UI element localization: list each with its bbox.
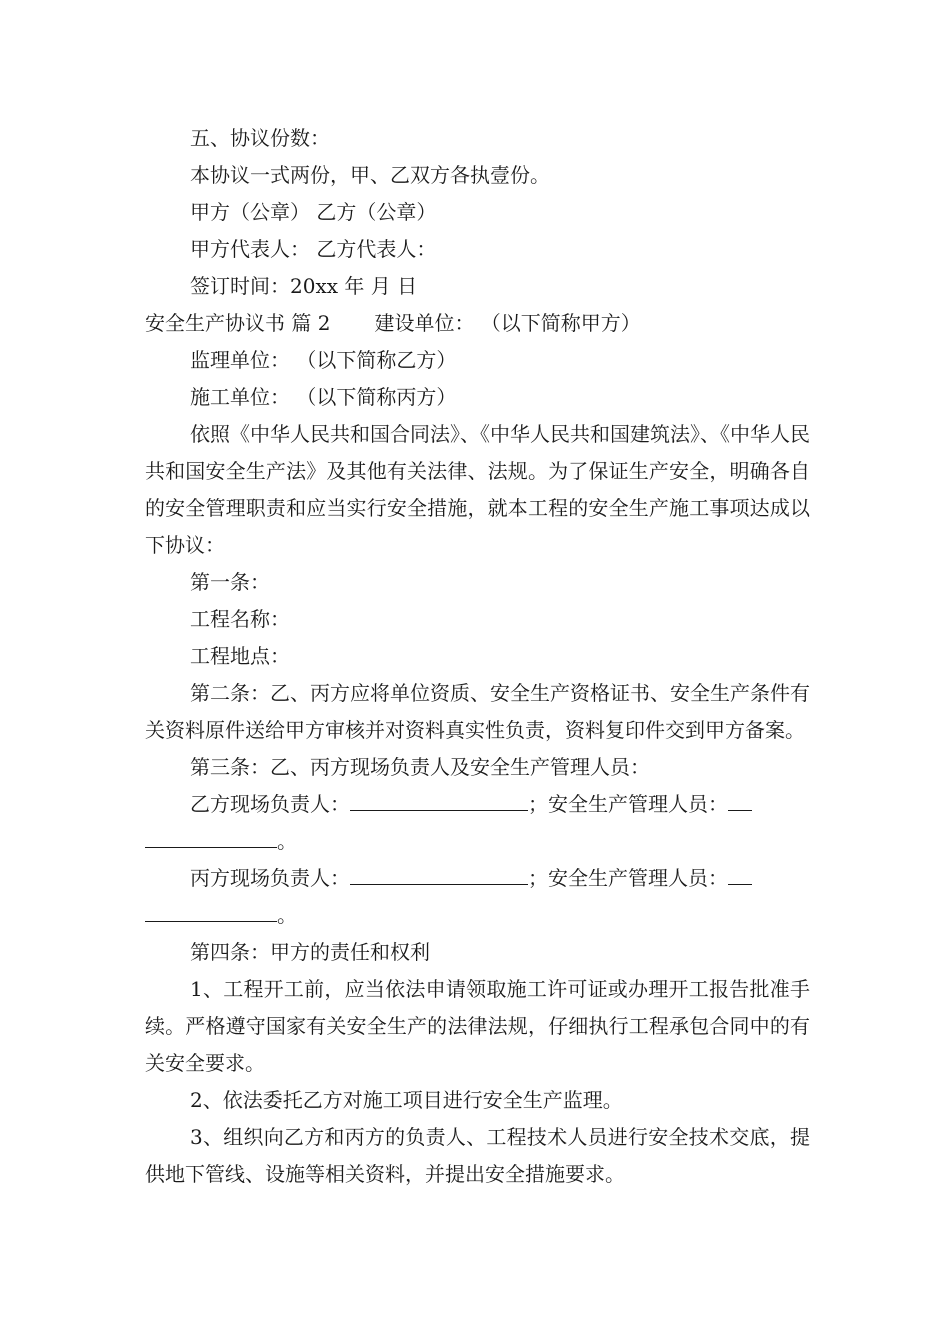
article-two-paragraph: 第二条：乙、丙方应将单位资质、安全生产资格证书、安全生产条件有关资料原件送给甲方审核并对资料真实性负责，资料复印件交到甲方备案。 <box>145 681 810 742</box>
preamble-paragraph: 依照《中华人民共和国合同法》、《中华人民共和国建筑法》、《中华人民共和国安全生产法》及其他有关法律、法规。为了保证生产安全，明确各自的安全管理职责和应当实行安全措施，就本工程的安全生产施工事项达成以下协议： <box>145 422 810 557</box>
signing-date-line: 签订时间：20xx 年 月 日 <box>190 274 418 298</box>
section-heading-copies: 五、协议份数： <box>190 126 330 150</box>
construction-unit-label: 建设单位： （以下简称甲方） <box>374 311 641 335</box>
party-c-safety-manager-label: ；安全生产管理人员： <box>528 866 728 890</box>
party-b-safety-manager-blank-start <box>728 788 752 811</box>
supervision-unit-line: 监理单位： （以下简称乙方） <box>190 348 457 372</box>
party-c-line-end: 。 <box>277 903 297 927</box>
party-b-personnel-line <box>145 786 810 860</box>
party-c-safety-manager-blank-start <box>728 862 752 885</box>
article-four-item-1: 1、工程开工前，应当依法申请领取施工许可证或办理开工报告批准手续。严格遵守国家有关安全生产的法律法规，仔细执行工程承包合同中的有关安全要求。 <box>145 977 810 1075</box>
paragraph-copies: 本协议一式两份，甲、乙双方各执壹份。 <box>190 163 550 187</box>
party-b-safety-manager-blank-end <box>145 825 277 848</box>
party-c-site-manager-blank <box>350 862 528 885</box>
party-b-site-manager-blank <box>350 788 528 811</box>
seal-line: 甲方（公章） 乙方（公章） <box>190 200 437 224</box>
project-name-line: 工程名称： <box>190 607 290 631</box>
agreement-title-line <box>145 305 810 342</box>
project-location-line: 工程地点： <box>190 644 290 668</box>
party-c-safety-manager-blank-end <box>145 899 277 922</box>
article-four-item-3: 3、组织向乙方和丙方的负责人、工程技术人员进行安全技术交底，提供地下管线、设施等相关资料，并提出安全措施要求。 <box>145 1125 810 1186</box>
article-four-heading: 第四条：甲方的责任和权利 <box>190 940 430 964</box>
agreement-title: 安全生产协议书 篇 2 <box>145 311 331 335</box>
representative-line: 甲方代表人： 乙方代表人： <box>190 237 437 261</box>
article-four-item-2: 2、依法委托乙方对施工项目进行安全生产监理。 <box>190 1088 623 1112</box>
party-b-site-manager-label: 乙方现场负责人： <box>190 792 350 816</box>
document-body <box>145 120 810 1193</box>
party-c-site-manager-label: 丙方现场负责人： <box>190 866 350 890</box>
article-three-heading: 第三条：乙、丙方现场负责人及安全生产管理人员： <box>190 755 650 779</box>
party-b-safety-manager-label: ；安全生产管理人员： <box>528 792 728 816</box>
article-one-heading: 第一条： <box>190 570 270 594</box>
party-c-personnel-line <box>145 860 810 934</box>
party-b-line-end: 。 <box>277 829 297 853</box>
construction-contractor-line: 施工单位： （以下简称丙方） <box>190 385 457 409</box>
